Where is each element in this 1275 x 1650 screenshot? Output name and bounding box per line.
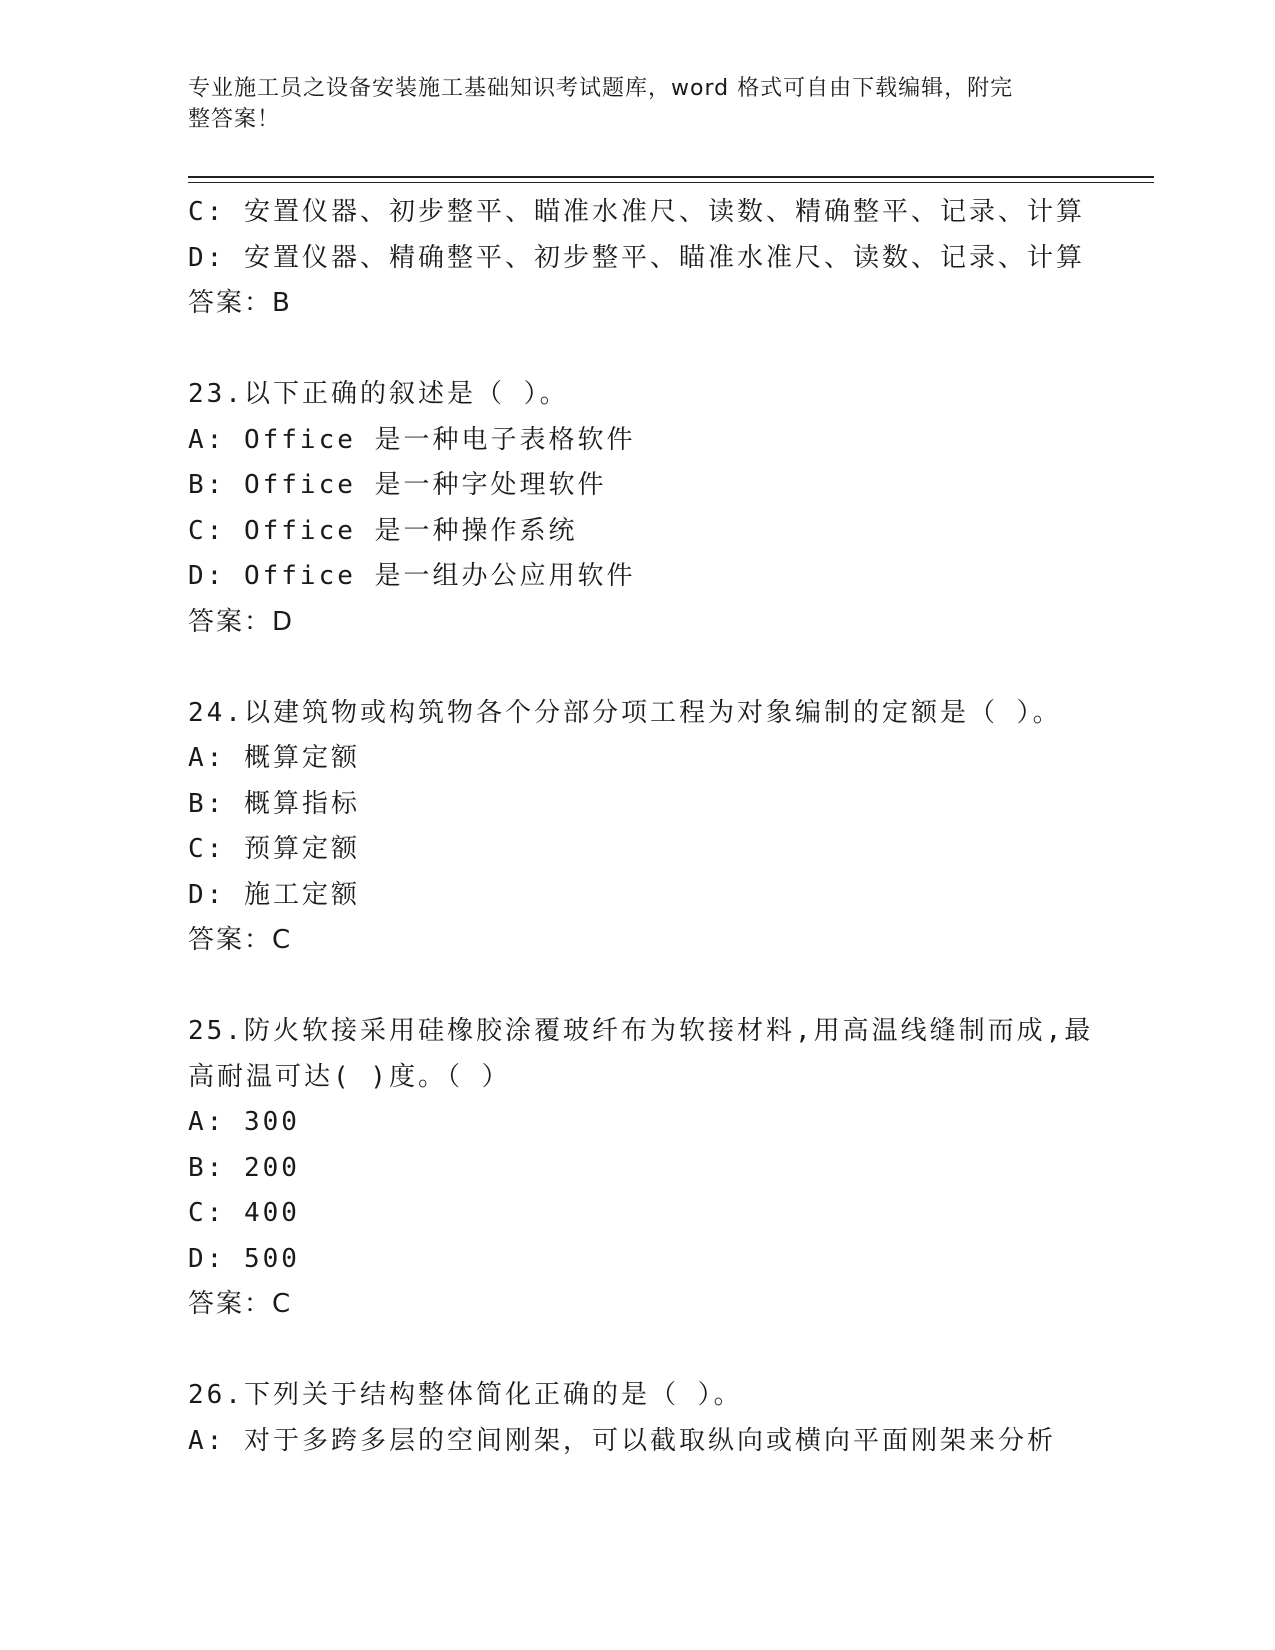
option-line: D: Office 是一组办公应用软件 (188, 561, 636, 591)
spacer (188, 964, 1108, 1010)
answer-line: 答案：C (188, 925, 293, 955)
question-26 (188, 1373, 1108, 1464)
question-24 (188, 691, 1108, 964)
answer-line: 答案：C (188, 1289, 293, 1319)
option-line: A: 概算定额 (188, 743, 360, 773)
answer-line: 答案：D (188, 606, 295, 637)
option-line: C: 400 (188, 1198, 300, 1228)
spacer (188, 1328, 1108, 1374)
spacer (188, 645, 1108, 691)
header-divider-thin (188, 182, 1154, 183)
option-line: B: 200 (188, 1152, 300, 1183)
option-line: A: Office 是一种电子表格软件 (188, 424, 636, 455)
option-line: B: 概算指标 (188, 788, 360, 819)
question-22-continued (188, 190, 1108, 327)
question-stem: 25.防火软接采用硅橡胶涂覆玻纤布为软接材料,用高温线缝制而成,最 (188, 1016, 1094, 1046)
header-line-1: 专业施工员之设备安装施工基础知识考试题库，word 格式可自由下载编辑，附完 (188, 76, 1014, 101)
question-stem: 26.下列关于结构整体简化正确的是（ ）。 (188, 1380, 743, 1410)
spacer (188, 327, 1108, 373)
option-line: D: 500 (188, 1243, 300, 1274)
question-stem: 23.以下正确的叙述是（ ）。 (188, 379, 569, 409)
option-line: D: 安置仪器、精确整平、初步整平、瞄准水准尺、读数、记录、计算 (188, 242, 1085, 273)
question-stem: 24.以建筑物或构筑物各个分部分项工程为对象编制的定额是（ ）。 (188, 697, 1062, 728)
header-divider-thick (188, 176, 1154, 178)
question-23 (188, 372, 1108, 645)
option-line: C: Office 是一种操作系统 (188, 515, 578, 546)
option-line: A: 300 (188, 1107, 300, 1137)
option-line: A: 对于多跨多层的空间刚架，可以截取纵向或横向平面刚架来分析 (188, 1425, 1056, 1456)
option-line: C: 预算定额 (188, 834, 360, 864)
question-25 (188, 1009, 1108, 1328)
question-content (188, 190, 1108, 1464)
header-line-2: 整答案！ (188, 107, 281, 132)
option-line: D: 施工定额 (188, 879, 360, 910)
option-line: C: 安置仪器、初步整平、瞄准水准尺、读数、精确整平、记录、计算 (188, 197, 1085, 227)
answer-line: 答案：B (188, 288, 292, 318)
option-line: B: Office 是一种字处理软件 (188, 470, 607, 500)
document-header (188, 73, 1068, 135)
question-stem-continued: 高耐温可达( )度。（ ） (188, 1061, 511, 1092)
